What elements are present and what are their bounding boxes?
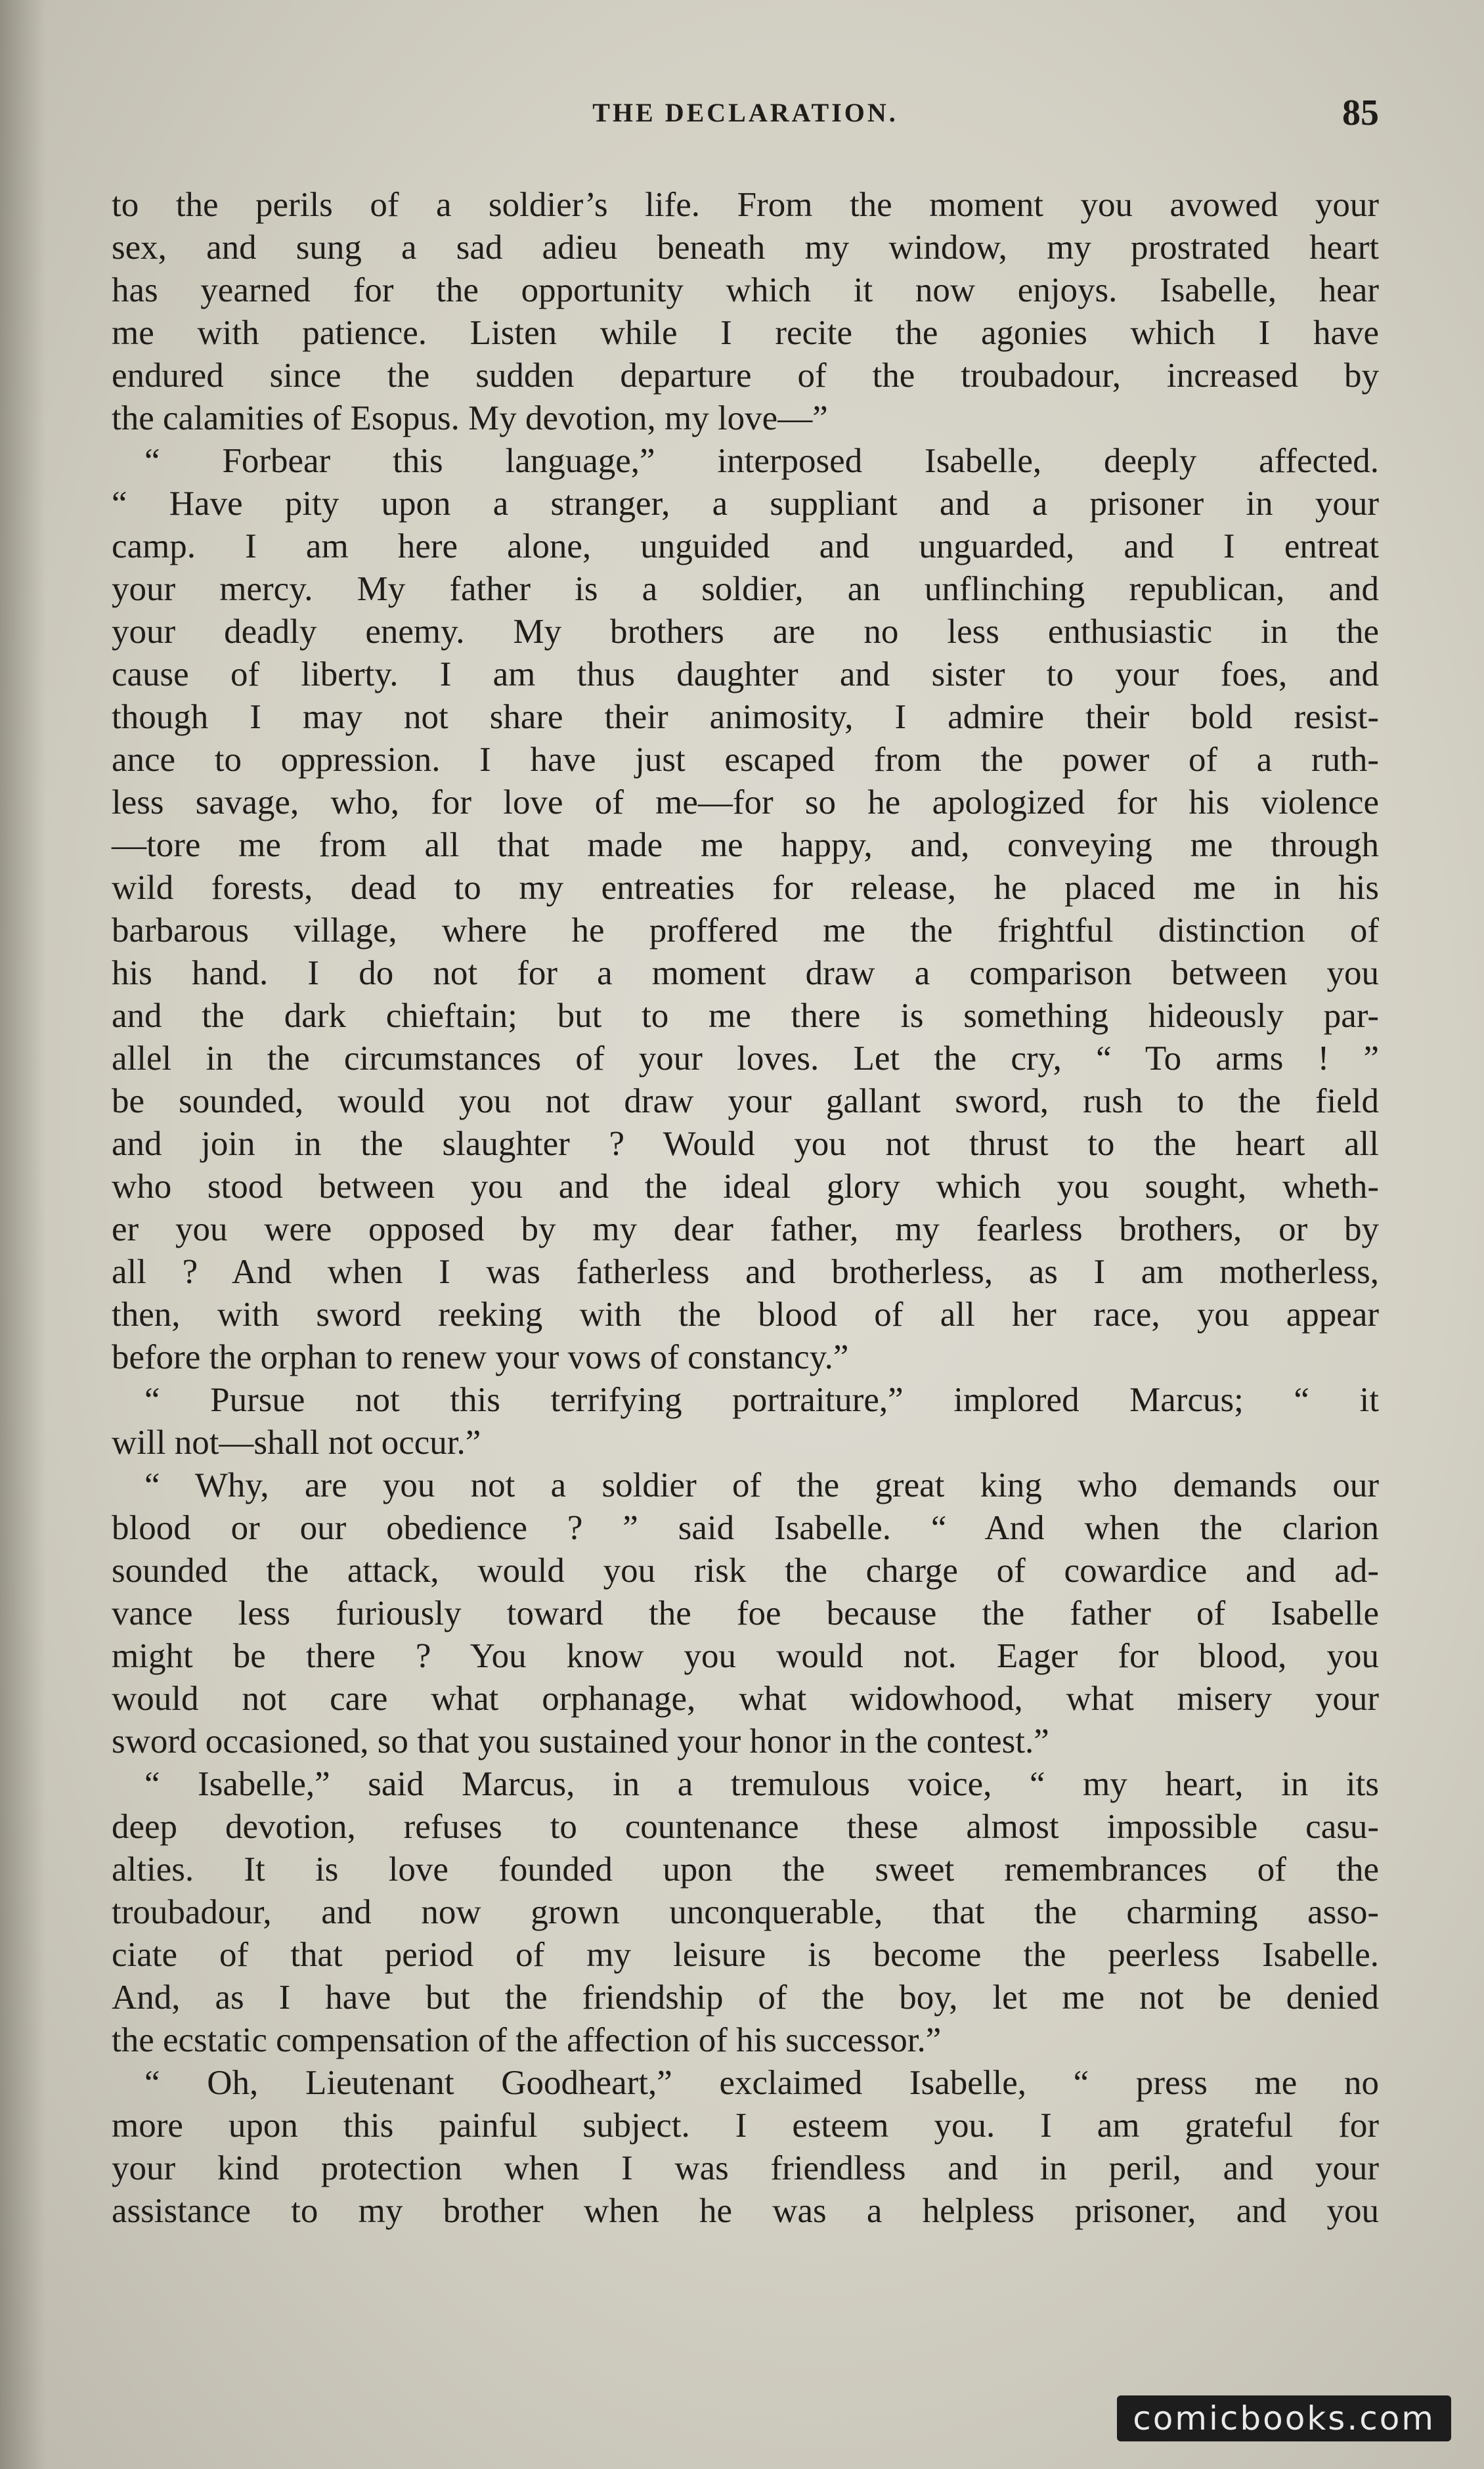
text-line: and the dark chieftain; but to me there is something hideously par- [112, 997, 1379, 1035]
paragraph [112, 1763, 1379, 2062]
text-line: er you were opposed by my dear father, my fearless brothers, or by [112, 1210, 1379, 1248]
text-line: to the perils of a soldier’s life. From the moment you avowed your [112, 186, 1379, 224]
running-title: THE DECLARATION. [592, 98, 898, 127]
text-line: though I may not share their animosity, I admire their bold resist- [112, 698, 1379, 736]
text-line: and join in the slaughter ? Would you not thrust to the heart all [112, 1125, 1379, 1163]
text-line: “ Pursue not this terrifying portraiture,” implored Marcus; “ it [144, 1381, 1379, 1419]
text-line: deep devotion, refuses to countenance these almost impossible casu- [112, 1808, 1379, 1846]
text-line: the ecstatic compensation of the affection of his successor.” [112, 2021, 942, 2059]
text-line: sounded the attack, would you risk the charge of cowardice and ad- [112, 1552, 1379, 1590]
text-line: allel in the circumstances of your loves. Let the cry, “ To arms ! ” [112, 1039, 1379, 1078]
text-line: barbarous village, where he proffered me the frightful distinction of [112, 911, 1379, 950]
text-line: who stood between you and the ideal glory which you sought, wheth- [112, 1168, 1379, 1206]
text-line: sword occasioned, so that you sustained your honor in the contest.” [112, 1722, 1049, 1760]
text-line: ance to oppression. I have just escaped from the power of a ruth- [112, 741, 1379, 779]
text-line: blood or our obedience ? ” said Isabelle. “ And when the clarion [112, 1509, 1379, 1547]
text-line: wild forests, dead to my entreaties for release, he placed me in his [112, 869, 1379, 907]
text-line: might be there ? You know you would not. Eager for blood, you [112, 1637, 1379, 1675]
paragraph [112, 2062, 1379, 2233]
text-line: cause of liberty. I am thus daughter and sister to your foes, and [112, 655, 1379, 693]
body-text [112, 184, 1379, 2233]
text-line: “ Oh, Lieutenant Goodheart,” exclaimed Isabelle, “ press me no [144, 2064, 1379, 2102]
text-line: before the orphan to renew your vows of constancy.” [112, 1338, 849, 1376]
text-line: all ? And when I was fatherless and brotherless, as I am motherless, [112, 1253, 1379, 1291]
text-line: will not—shall not occur.” [112, 1424, 481, 1462]
text-line: “ Why, are you not a soldier of the great king who demands our [144, 1466, 1379, 1504]
text-line: your mercy. My father is a soldier, an unflinching republican, and [112, 570, 1379, 608]
page-number: 85 [1342, 93, 1379, 133]
text-line: “ Have pity upon a stranger, a suppliant and a prisoner in your [112, 485, 1379, 523]
text-line: alties. It is love founded upon the sweet remembrances of the [112, 1850, 1379, 1889]
text-line: your kind protection when I was friendless and in peril, and your [112, 2149, 1379, 2187]
paragraph [112, 440, 1379, 1379]
text-line: would not care what orphanage, what widowhood, what misery your [112, 1680, 1379, 1718]
text-line: me with patience. Listen while I recite the agonies which I have [112, 314, 1379, 352]
text-line: troubadour, and now grown unconquerable, that the charming asso- [112, 1893, 1379, 1931]
paragraph [112, 184, 1379, 440]
text-line: ciate of that period of my leisure is become the peerless Isabelle. [112, 1936, 1379, 1974]
text-line: more upon this painful subject. I esteem you. I am grateful for [112, 2107, 1379, 2145]
text-line: your deadly enemy. My brothers are no less enthusiastic in the [112, 613, 1379, 651]
text-line: And, as I have but the friendship of the boy, let me not be denied [112, 1978, 1379, 2017]
watermark-logo: comicbooks.com [1117, 2395, 1451, 2441]
text-line: be sounded, would you not draw your gallant sword, rush to the field [112, 1082, 1379, 1120]
text-line: then, with sword reeking with the blood of all her race, you appear [112, 1296, 1379, 1334]
text-line: —tore me from all that made me happy, and, conveying me through [112, 826, 1379, 864]
text-line: endured since the sudden departure of the troubadour, increased by [112, 357, 1379, 395]
text-line: sex, and sung a sad adieu beneath my window, my prostrated heart [112, 229, 1379, 267]
text-line: assistance to my brother when he was a helpless prisoner, and you [112, 2192, 1379, 2230]
text-line: vance less furiously toward the foe because the father of Isabelle [112, 1594, 1379, 1632]
text-line: camp. I am here alone, unguided and unguarded, and I entreat [112, 527, 1379, 565]
text-line: “ Isabelle,” said Marcus, in a tremulous voice, “ my heart, in its [144, 1765, 1379, 1803]
paragraph [112, 1464, 1379, 1763]
text-line: has yearned for the opportunity which it now enjoys. Isabelle, hear [112, 271, 1379, 309]
text-line: the calamities of Esopus. My devotion, my love—” [112, 399, 828, 437]
page-header [112, 92, 1379, 144]
text-line: less savage, who, for love of me—for so he apologized for his violence [112, 783, 1379, 821]
text-line: his hand. I do not for a moment draw a comparison between you [112, 954, 1379, 992]
page-edge-shadow [0, 0, 46, 2469]
text-line: “ Forbear this language,” interposed Isabelle, deeply affected. [144, 442, 1379, 480]
paragraph [112, 1379, 1379, 1464]
